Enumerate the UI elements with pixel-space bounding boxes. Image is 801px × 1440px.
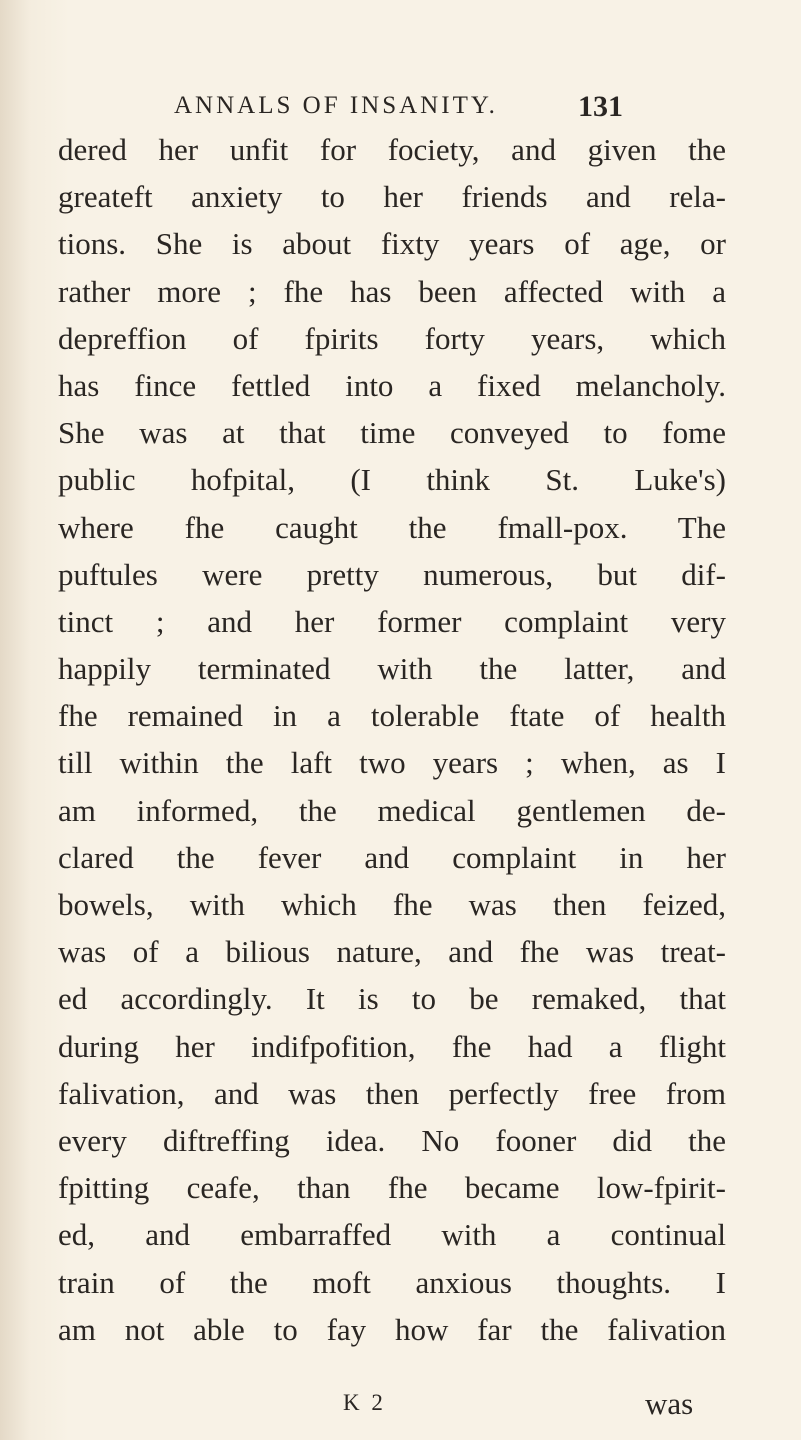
- text-line: depreffion of fpirits forty years, which: [58, 320, 726, 356]
- text-line: tinct ; and her former complaint very: [58, 603, 726, 639]
- text-line: train of the moft anxious thoughts. I: [58, 1264, 726, 1300]
- running-head: [0, 90, 801, 130]
- text-line: ed, and embarraffed with a continual: [58, 1217, 726, 1253]
- text-line: am not able to fay how far the falivation: [58, 1311, 726, 1347]
- text-line: was of a bilious nature, and fhe was treat-: [58, 934, 726, 970]
- text-line: She was at that time conveyed to fome: [58, 415, 726, 451]
- text-line: till within the laft two years ; when, as I: [58, 745, 726, 781]
- text-line: clared the fever and complaint in her: [58, 839, 726, 875]
- text-line: every diftreffing idea. No fooner did the: [58, 1122, 726, 1158]
- signature-mark: K 2: [343, 1390, 386, 1415]
- text-line: ed accordingly. It is to be remaked, that: [58, 981, 726, 1017]
- page-number: 131: [578, 90, 623, 123]
- text-line: falivation, and was then perfectly free from: [58, 1075, 726, 1111]
- text-line: bowels, with which fhe was then feized,: [58, 887, 726, 922]
- catchword: was: [645, 1386, 694, 1421]
- text-line: greateft anxiety to her friends and rela-: [58, 179, 726, 215]
- text-line: fhe remained in a tolerable ftate of health: [58, 698, 726, 734]
- text-line: public hofpital, (I think St. Luke's): [58, 462, 726, 498]
- text-line: am informed, the medical gentlemen de-: [58, 792, 726, 828]
- text-line: during her indifpofition, fhe had a flight: [58, 1028, 726, 1064]
- text-line: dered her unfit for fociety, and given the: [58, 132, 726, 167]
- text-line: rather more ; fhe has been affected with a: [58, 273, 726, 309]
- text-line: has fince fettled into a fixed melancholy.: [58, 367, 726, 403]
- text-line: puftules were pretty numerous, but dif-: [58, 556, 726, 592]
- page-footer: [0, 1386, 801, 1430]
- text-line: tions. She is about fixty years of age, or: [58, 226, 726, 262]
- text-line: fpitting ceafe, than fhe became low-fpirit-: [58, 1170, 726, 1206]
- running-title: ANNALS OF INSANITY.: [174, 92, 498, 119]
- text-line: happily terminated with the latter, and: [58, 651, 726, 687]
- text-line: where fhe caught the fmall-pox. The: [58, 509, 726, 545]
- body-text: [58, 126, 726, 1353]
